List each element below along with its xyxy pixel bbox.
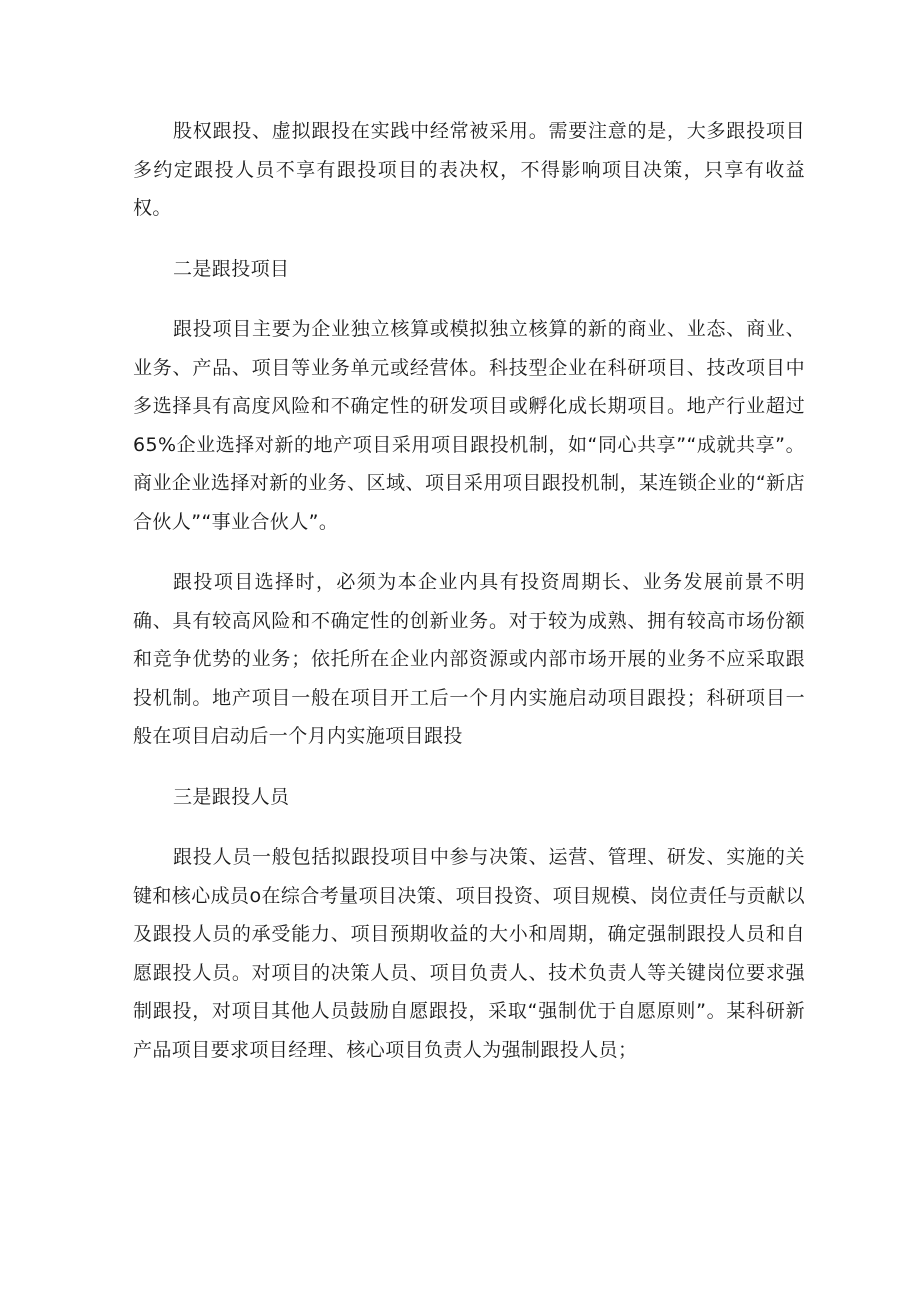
- paragraph-follow-personnel: 跟投人员一般包括拟跟投项目中参与决策、运营、管理、研发、实施的关键和核心成员o在综合考量项目决策、项目投资、项目规模、岗位责任与贡献以及跟投人员的承受能力、项目预期收益的大小和周期，确定强制跟投人员和自愿跟投人员。对项目的决策人员、项目负责人、技术负责人等关键岗位要求强制跟投，对项目其他人员鼓励自愿跟投，采取“强制优于自愿原则”。某科研新产品项目要求项目经理、核心项目负责人为强制跟投人员；: [133, 846, 805, 1061]
- paragraph-project-selection: 跟投项目选择时，必须为本企业内具有投资周期长、业务发展前景不明确、具有较高风险和不确定性的创新业务。对于较为成熟、拥有较高市场份额和竞争优势的业务；依托所在企业内部资源或内部市场开展的业务不应采取跟投机制。地产项目一般在项目开工后一个月内实施启动项目跟投；科研项目一般在项目启动后一个月内实施项目跟投: [133, 571, 805, 747]
- section-heading-follow-personnel: 三是跟投人员: [173, 785, 290, 808]
- section-heading-follow-projects: 二是跟投项目: [173, 257, 290, 280]
- paragraph-intro: 股权跟投、虚拟跟投在实践中经常被采用。需要注意的是，大多跟投项目多约定跟投人员不享有跟投项目的表决权，不得影响项目决策，只享有收益权。: [133, 120, 805, 219]
- paragraph-follow-projects: 跟投项目主要为企业独立核算或模拟独立核算的新的商业、业态、商业、业务、产品、项目等业务单元或经营体。科技型企业在科研项目、技改项目中多选择具有高度风险和不确定性的研发项目或孵化成长期项目。地产行业超过65%企业选择对新的地产项目采用项目跟投机制，如“同心共享”“成就共享”。商业企业选择对新的业务、区域、项目采用项目跟投机制，某连锁企业的“新店合伙人”“事业合伙人”。: [133, 318, 805, 533]
- document-body: [133, 112, 805, 1091]
